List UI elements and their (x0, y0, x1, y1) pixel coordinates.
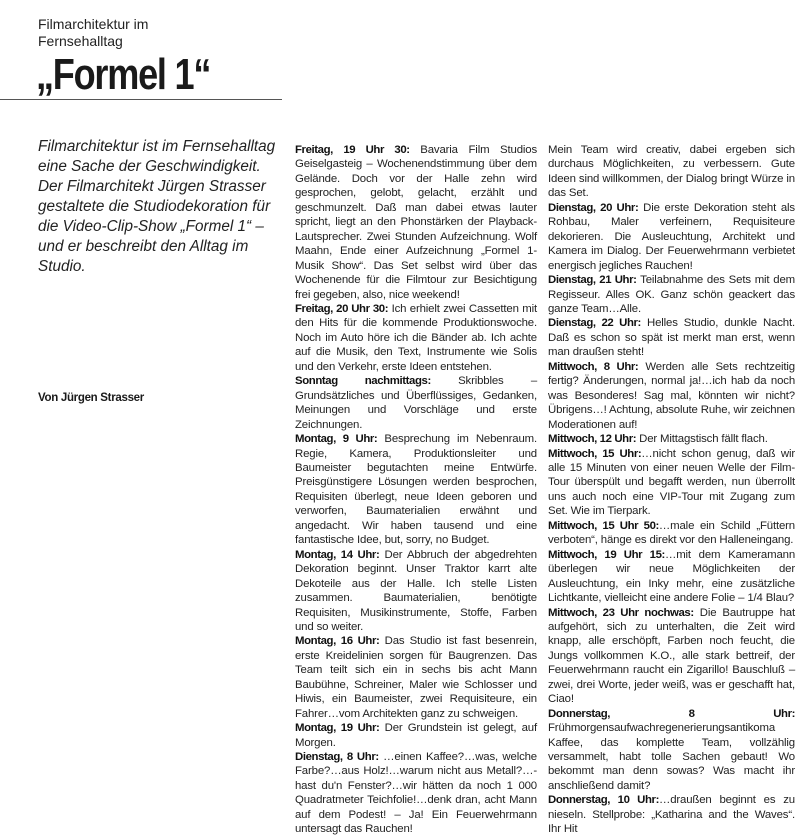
diary-entry (295, 721, 537, 750)
diary-entry (295, 634, 537, 721)
entry-text: Der Abbruch der abgedrehten Dekoration beginnt. Unser Traktor karrt alte Dekoteile aus der Halle. Ich stelle Listen zusammen. Baumaterialien, benötigte Requisiten, Musikinstrumente, Stoffe, Farben und so weiter. (295, 548, 537, 633)
diary-entry (548, 519, 795, 548)
entry-text: Mein Team wird creativ, dabei ergeben sich durchaus Möglichkeiten, zu verbessern. Gute Ideen sind willkommen, der Dialog bringt Würze in das Set. (548, 144, 795, 200)
diary-entry (295, 302, 537, 374)
entry-time: Dienstag, 20 Uhr: (548, 201, 639, 214)
entry-time: Sonntag nachmittags: (295, 375, 431, 388)
entry-time: Mittwoch, 15 Uhr: (548, 447, 642, 460)
entry-time: Mittwoch, 23 Uhr nochwas: (548, 606, 694, 619)
article-title: „Formel 1“ (36, 50, 211, 99)
diary-entry (295, 432, 537, 548)
entry-time: Donnerstag, 8 Uhr: (548, 707, 795, 720)
entry-time: Freitag, 19 Uhr 30: (295, 144, 410, 156)
diary-entry (548, 316, 795, 359)
article-kicker: Filmarchitektur im Fernsehalltag (38, 16, 149, 49)
diary-entry (548, 273, 795, 316)
diary-entry (548, 143, 795, 201)
diary-entry (548, 548, 795, 606)
entry-time: Dienstag, 21 Uhr: (548, 274, 637, 287)
entry-time: Donnerstag, 10 Uhr: (548, 794, 659, 807)
entry-text: …nicht schon genug, daß wir alle 15 Minuten von einer neuen Welle der Film-Tour überspült und begafft werden, nun überrollt uns auch noch eine VIP-Tour mit Zugang zum Set. Wie im Tierpark. (548, 447, 795, 518)
diary-entry (548, 447, 795, 519)
diary-entry (295, 750, 537, 837)
text-column-2 (295, 143, 537, 837)
entry-text: Helles Studio, dunkle Nacht. Daß es schon so spät ist merkt man erst, wenn man draußen steht! (548, 317, 795, 359)
diary-entry (295, 143, 537, 302)
entry-text: Der Grundstein ist gelegt, auf Morgen. (295, 722, 537, 749)
entry-text: Ich erhielt zwei Cassetten mit den Hits für die kommende Produktionswoche. Noch im Auto höre ich die Bänder ab. Ich achte auf die Musik, den Text, Instrumente wie Solis und den Verkehr, erste Ideen entstehen. (295, 302, 537, 373)
entry-text: Werden alle Sets rechtzeitig fertig? Änderungen, normal ja!…ich hab da noch was Besonderes! Sag mal, könnten wir nicht? Übrigens…! Achtung, absolute Ruhe, wir zeichnen Moderationen auf! (548, 360, 795, 431)
diary-entry (295, 548, 537, 635)
entry-time: Mittwoch, 15 Uhr 50: (548, 519, 659, 532)
entry-text: Die Bautruppe hat aufgehört, sich zu unterhalten, die Zeit wird knapp, alle erschöpft, Farben noch feucht, die Jungs vollkommen K.O., alle stark bettreif, der Feuerwehrmann raucht ein Zigarillo! Bauschluß – zwei, drei Worte, jeder weiß, was er geschafft hat, Ciao! (548, 606, 795, 706)
entry-time: Mittwoch, 8 Uhr: (548, 360, 639, 373)
entry-text: …male ein Schild „Füttern verboten“, hänge es direkt vor den Halleneingang. (548, 519, 795, 547)
diary-entry (548, 707, 795, 794)
entry-text: Die erste Dekoration steht als Rohbau, Maler verfeinern, Requisiteure dekorieren. Die Ausleuchtung, Architekt und Kamera im Dialog. Der Feuerwehrmann verbietet energisch jegliches Rauchen! (548, 201, 795, 272)
diary-entry (295, 374, 537, 432)
entry-text: Besprechung im Nebenraum. Regie, Kamera, Produktionsleiter und Baumeister begutachten meine Entwürfe. Preisgünstigere Lösungen werden besprochen, Requisiten überlegt, neue Ideen geboren und verworfen, Baumaterialien erwähnt und angedacht. Wir haben tausend und eine fantastische Idee, but, sorry, no Budget. (295, 433, 537, 547)
diary-entry (548, 201, 795, 273)
entry-time: Montag, 9 Uhr: (295, 433, 378, 446)
entry-time: Mittwoch, 19 Uhr 15: (548, 548, 665, 561)
entry-time: Montag, 14 Uhr: (295, 548, 380, 561)
diary-entry (548, 360, 795, 432)
diary-entry (548, 432, 795, 446)
entry-time: Freitag, 20 Uhr 30: (295, 302, 389, 315)
entry-text: Das Studio ist fast besenrein, erste Kreidelinien sorgen für Baugrenzen. Das Team teilt sich ein in sechs bis acht Mann Baubühne, Schreiner, Maler wie Schlosser und Hiwis, ein Baumeister, zwei Requisiteure, ein Fahrer…vom Architekten ganz zu schweigen. (295, 635, 537, 720)
article-byline: Von Jürgen Strasser (38, 392, 144, 404)
entry-text: Skribbles – Grundsätzliches und Überflüssiges, Gedanken, Meinungen und Vorschläge und erste Zeichnungen. (295, 375, 538, 431)
text-column-3 (548, 143, 795, 837)
entry-text: …einen Kaffee?…was, welche Farbe?…aus Holz!…warum nicht aus Metall?…-hast du'n Fenster?…wir hätten da noch 1 000 Quadratmeter Teichfolie!…denk dran, acht Mann auf dem Podest! – Ja! Ein Feuerwehrmann untersagt das Rauchen! (295, 751, 537, 836)
diary-entry (548, 606, 795, 707)
article-intro: Filmarchitektur ist im Fernsehalltag eine Sache der Geschwindigkeit. Der Filmarchitekt Jürgen Strasser gestaltete die Studiodekoration für die Video-Clip-Show „Formel 1“ – und er beschreibt den Alltag im Studio. (38, 138, 276, 275)
entry-text: Der Mittagstisch fällt flach. (636, 433, 768, 446)
diary-entry (548, 793, 795, 836)
entry-time: Mittwoch, 12 Uhr: (548, 433, 637, 446)
entry-time: Dienstag, 22 Uhr: (548, 317, 641, 330)
entry-time: Montag, 19 Uhr: (295, 722, 380, 735)
entry-text: Teilabnahme des Sets mit dem Regisseur. Alles OK. Ganz schön geackert das ganze Team…Alle. (548, 274, 795, 315)
entry-time: Montag, 16 Uhr: (295, 635, 380, 648)
entry-text: …mit dem Kameramann überlegen wir neue Möglichkeiten der Ausleuchtung, ein Inky mehr, eine zusätzliche Lichtkante, vielleicht eine andere Folie – 1/4 Blau? (548, 548, 795, 605)
title-rule (0, 99, 282, 100)
entry-time: Dienstag, 8 Uhr: (295, 751, 379, 764)
entry-text: Frühmorgensaufwachregenerierungsantikoma Kaffee, das komplette Team, vollzählig versammelt, habt tolle Sachen gebaut! Wo bekommt man denn sowas? Was macht ihr anschließend damit? (548, 722, 795, 792)
entry-text: …draußen beginnt es zu nieseln. Stellprobe: „Katharina and the Waves“. Ihr Hit (548, 794, 795, 836)
entry-text: Bavaria Film Studios Geiselgasteig – Wochenendstimmung über dem Gelände. Doch vor der Halle zehn wird gesprochen, gelobt, gelacht, erzählt und geschmunzelt. Daß man dabei etwas lauter spricht, liegt an den Phonstärken der Playback-Lautsprecher. Zwei Stunden Aufzeichnung. Wolf Maahn, Ende einer Aufzeichnung „Formel 1-Musik Show“. Das Set selbst wird über das Wochenende für die Filmtour zur Besichtigung frei gegeben, also, nice weekend! (295, 144, 537, 301)
